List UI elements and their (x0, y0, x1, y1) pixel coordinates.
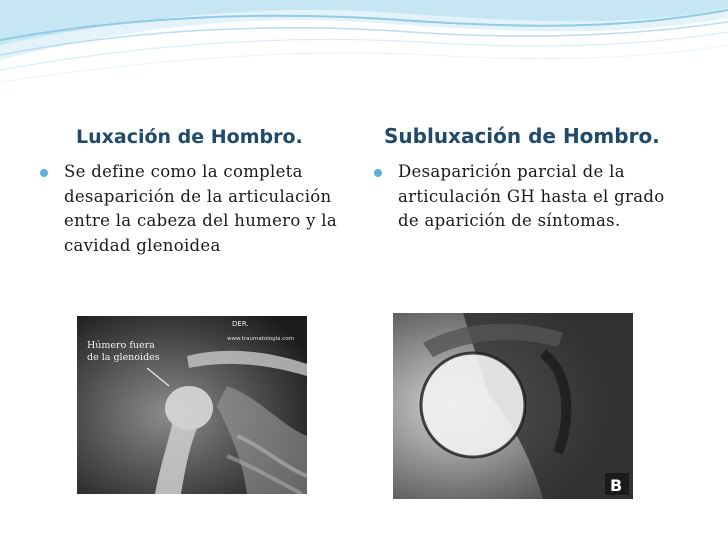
left-xray-image (77, 316, 307, 494)
bullet-dot-icon (40, 169, 48, 177)
header-wave-decoration (0, 0, 728, 110)
xray-top-label: DER. (232, 320, 249, 328)
right-bullet-list (368, 160, 668, 234)
xray-watermark: www.traumatologia.com (227, 336, 295, 342)
left-column-title: Luxación de Hombro. (76, 126, 303, 148)
right-bullet-item (368, 160, 668, 234)
right-column-title: Subluxación de Hombro. (384, 124, 660, 148)
right-xray-image (393, 313, 633, 499)
left-bullet-item (34, 160, 344, 258)
xray-caption: Húmero fuera de la glenoides (87, 340, 160, 363)
right-bullet-text: Desaparición parcial de la articulación GH hasta el grado de aparición de síntomas. (398, 162, 665, 230)
bullet-dot-icon (374, 169, 382, 177)
left-bullet-text: Se define como la completa desaparición de la articulación entre la cabeza del humero y la cavidad glenoidea (64, 162, 338, 255)
xray-corner-label: B (610, 476, 623, 495)
left-bullet-list (34, 160, 344, 258)
